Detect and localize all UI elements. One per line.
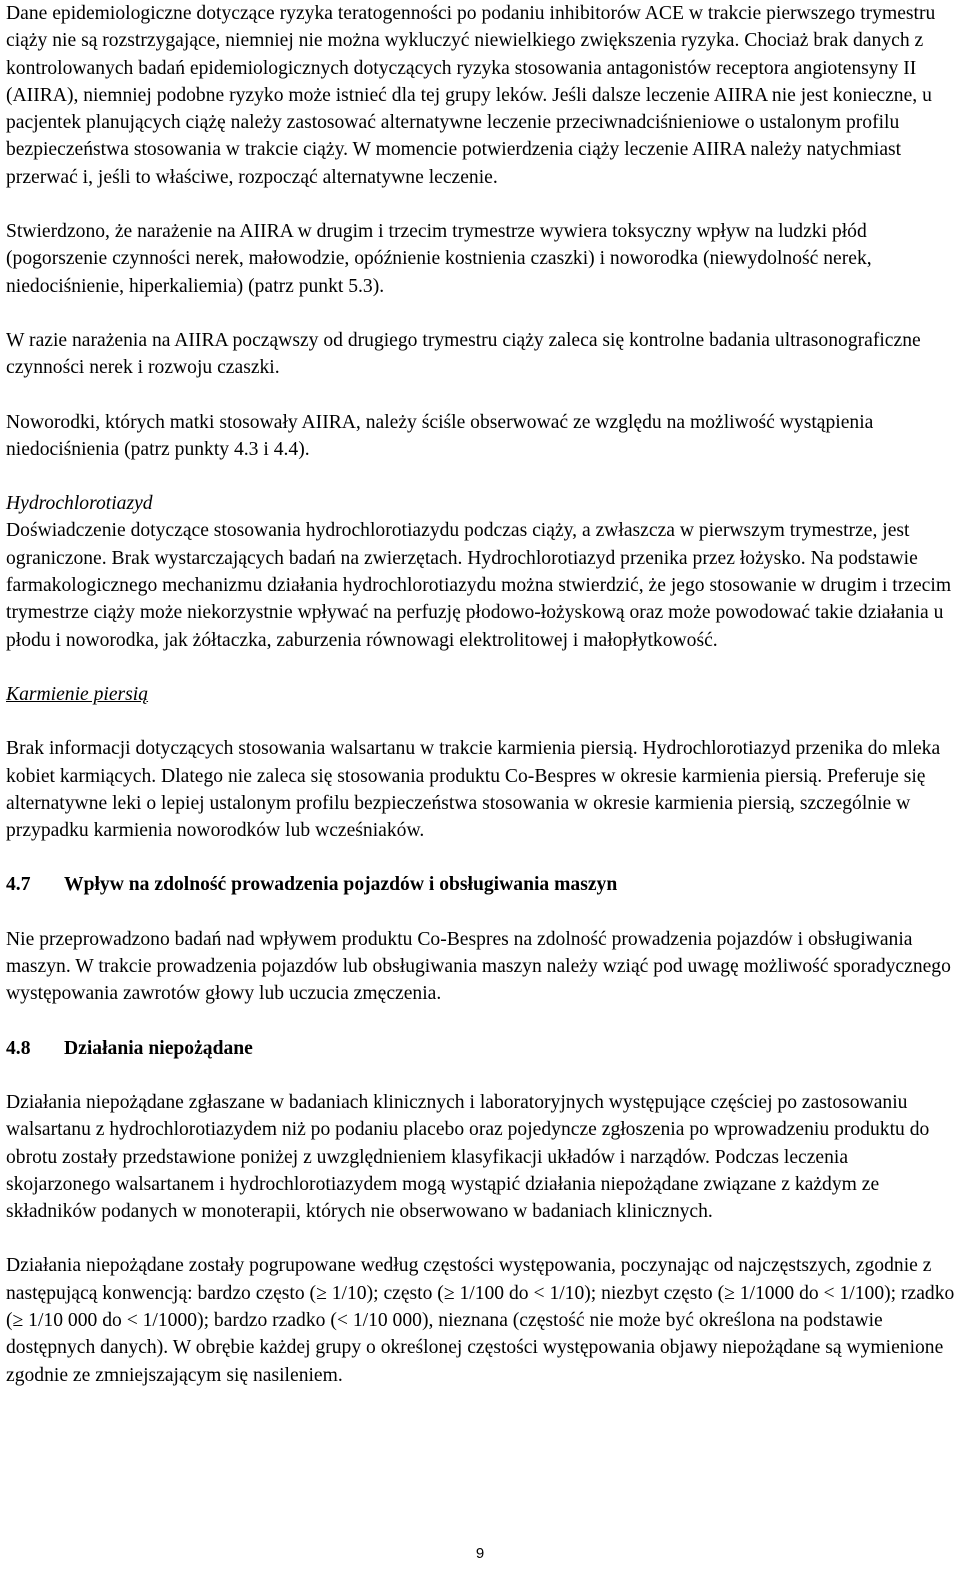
paragraph-ultrasound: W razie narażenia na AIIRA począwszy od drugiego trymestru ciąży zaleca się kontrolne badania ultrasonograficzne czynności nerek i rozwoju czaszki. — [6, 329, 921, 379]
heading-hydrochlorotiazyd: Hydrochlorotiazyd — [6, 493, 153, 515]
paragraph-adverse-reactions: Działania niepożądane zgłaszane w badaniach klinicznych i laboratoryjnych występujące częściej po zastosowaniu walsartanu z hydrochlorotiazydem niż po podaniu placebo oraz pojedyncze zgłoszenia po wprowadzeniu produktu do obrotu zostały przedstawione poniżej z uwzględnieniem klasyfikacji układów i narządów. Podczas leczenia skojarzonego walsartanem i hydrochlorotiazydem mogą wystąpić działania niepożądane związane z każdym ze składników podanych w monoterapii, których nie obserwowano w badaniach klinicznych. — [6, 1091, 930, 1223]
section-heading-4-7 — [6, 871, 956, 898]
section-heading-4-8 — [6, 1035, 956, 1062]
paragraph-ace-teratogenicity: Dane epidemiologiczne dotyczące ryzyka teratogenności po podaniu inhibitorów ACE w trakcie pierwszego trymestru ciąży nie są rozstrzygające, niemniej nie można wykluczyć niewielkiego zwiększenia ryzyka. Chociaż brak danych z kontrolowanych badań epidemiologicznych dotyczących ryzyka stosowania antagonistów receptora angiotensyny II (AIIRA), niemniej podobne ryzyko może istnieć dla tej grupy leków. Jeśli dalsze leczenie AIIRA nie jest konieczne, u pacjentek planujących ciążę należy zastosować alternatywne leczenie przeciwnadciśnieniowe o ustalonym profilu bezpieczeństwa stosowania w trakcie ciąży. W momencie potwierdzenia ciąży leczenie AIIRA należy natychmiast przerwać i, jeśli to właściwe, rozpocząć alternatywne leczenie. — [6, 3, 936, 188]
heading-karmienie-piersia: Karmienie piersią — [6, 683, 149, 705]
section-number: 4.8 — [6, 1037, 31, 1059]
section-title: Wpływ na zdolność prowadzenia pojazdów i obsługiwania maszyn — [64, 874, 618, 896]
paragraph-driving: Nie przeprowadzono badań nad wpływem produktu Co-Bespres na zdolność prowadzenia pojazdów i obsługiwania maszyn. W trakcie prowadzenia pojazdów lub obsługiwania maszyn należy wziąć pod uwagę możliwość sporadycznego występowania zawrotów głowy lub uczucia zmęczenia. — [6, 928, 951, 1005]
page-number: 9 — [475, 1545, 485, 1562]
section-title: Działania niepożądane — [64, 1037, 253, 1059]
section-number: 4.7 — [6, 874, 31, 896]
paragraph-hydrochlorotiazyd: Doświadczenie dotyczące stosowania hydrochlorotiazydu podczas ciąży, a zwłaszcza w pierwszym trymestrze, jest ograniczone. Brak wystarczających badań na zwierzętach. Hydrochlorotiazyd przenika przez łożysko. Na podstawie farmakologicznego mechanizmu działania hydrochlorotiazydu można stwierdzić, że jego stosowanie w drugim i trzecim trymestrze ciąży może niekorzystnie wpływać na perfuzję płodowo-łożyskową oraz może powodować takie działania u płodu i noworodka, jak żółtaczka, zaburzenia równowagi elektrolitowej i małopłytkowość. — [6, 520, 952, 651]
paragraph-aiira-toxicity: Stwierdzono, że narażenie na AIIRA w drugim i trzecim trymestrze wywiera toksyczny wpływ na ludzki płód (pogorszenie czynności nerek, małowodzie, opóźnienie kostnienia czaszki) i noworodka (niewydolność nerek, niedociśnienie, hiperkaliemia) (patrz punkt 5.3). — [6, 221, 872, 297]
document-page — [6, 0, 956, 1389]
paragraph-breastfeeding: Brak informacji dotyczących stosowania walsartanu w trakcie karmienia piersią. Hydrochlorotiazyd przenika do mleka kobiet karmiących. Dlatego nie zaleca się stosowania produktu Co-Bespres w okresie karmienia piersią. Preferuje się alternatywne leki o lepiej ustalonym profilu bezpieczeństwa stosowania w okresie karmienia piersią, szczególnie w przypadku karmienia noworodków lub wcześniaków. — [6, 738, 941, 842]
paragraph-frequency-convention: Działania niepożądane zostały pogrupowane według częstości występowania, poczynając od najczęstszych, zgodnie z następującą konwencją: bardzo często (≥ 1/10); często (≥ 1/100 do < 1/10); niezbyt często (≥ 1/1000 do < 1/100); rzadko (≥ 1/10 000 do < 1/1000); bardzo rzadko (< 1/10 000), nieznana (częstość nie może być określona na podstawie dostępnych danych). W obrębie każdej grupy o określonej częstości występowania objawy niepożądane są wymienione zgodnie ze zmniejszającym się nasileniem. — [6, 1255, 955, 1386]
paragraph-newborns: Noworodki, których matki stosowały AIIRA, należy ściśle obserwować ze względu na możliwość wystąpienia niedociśnienia (patrz punkty 4.3 i 4.4). — [6, 411, 874, 460]
